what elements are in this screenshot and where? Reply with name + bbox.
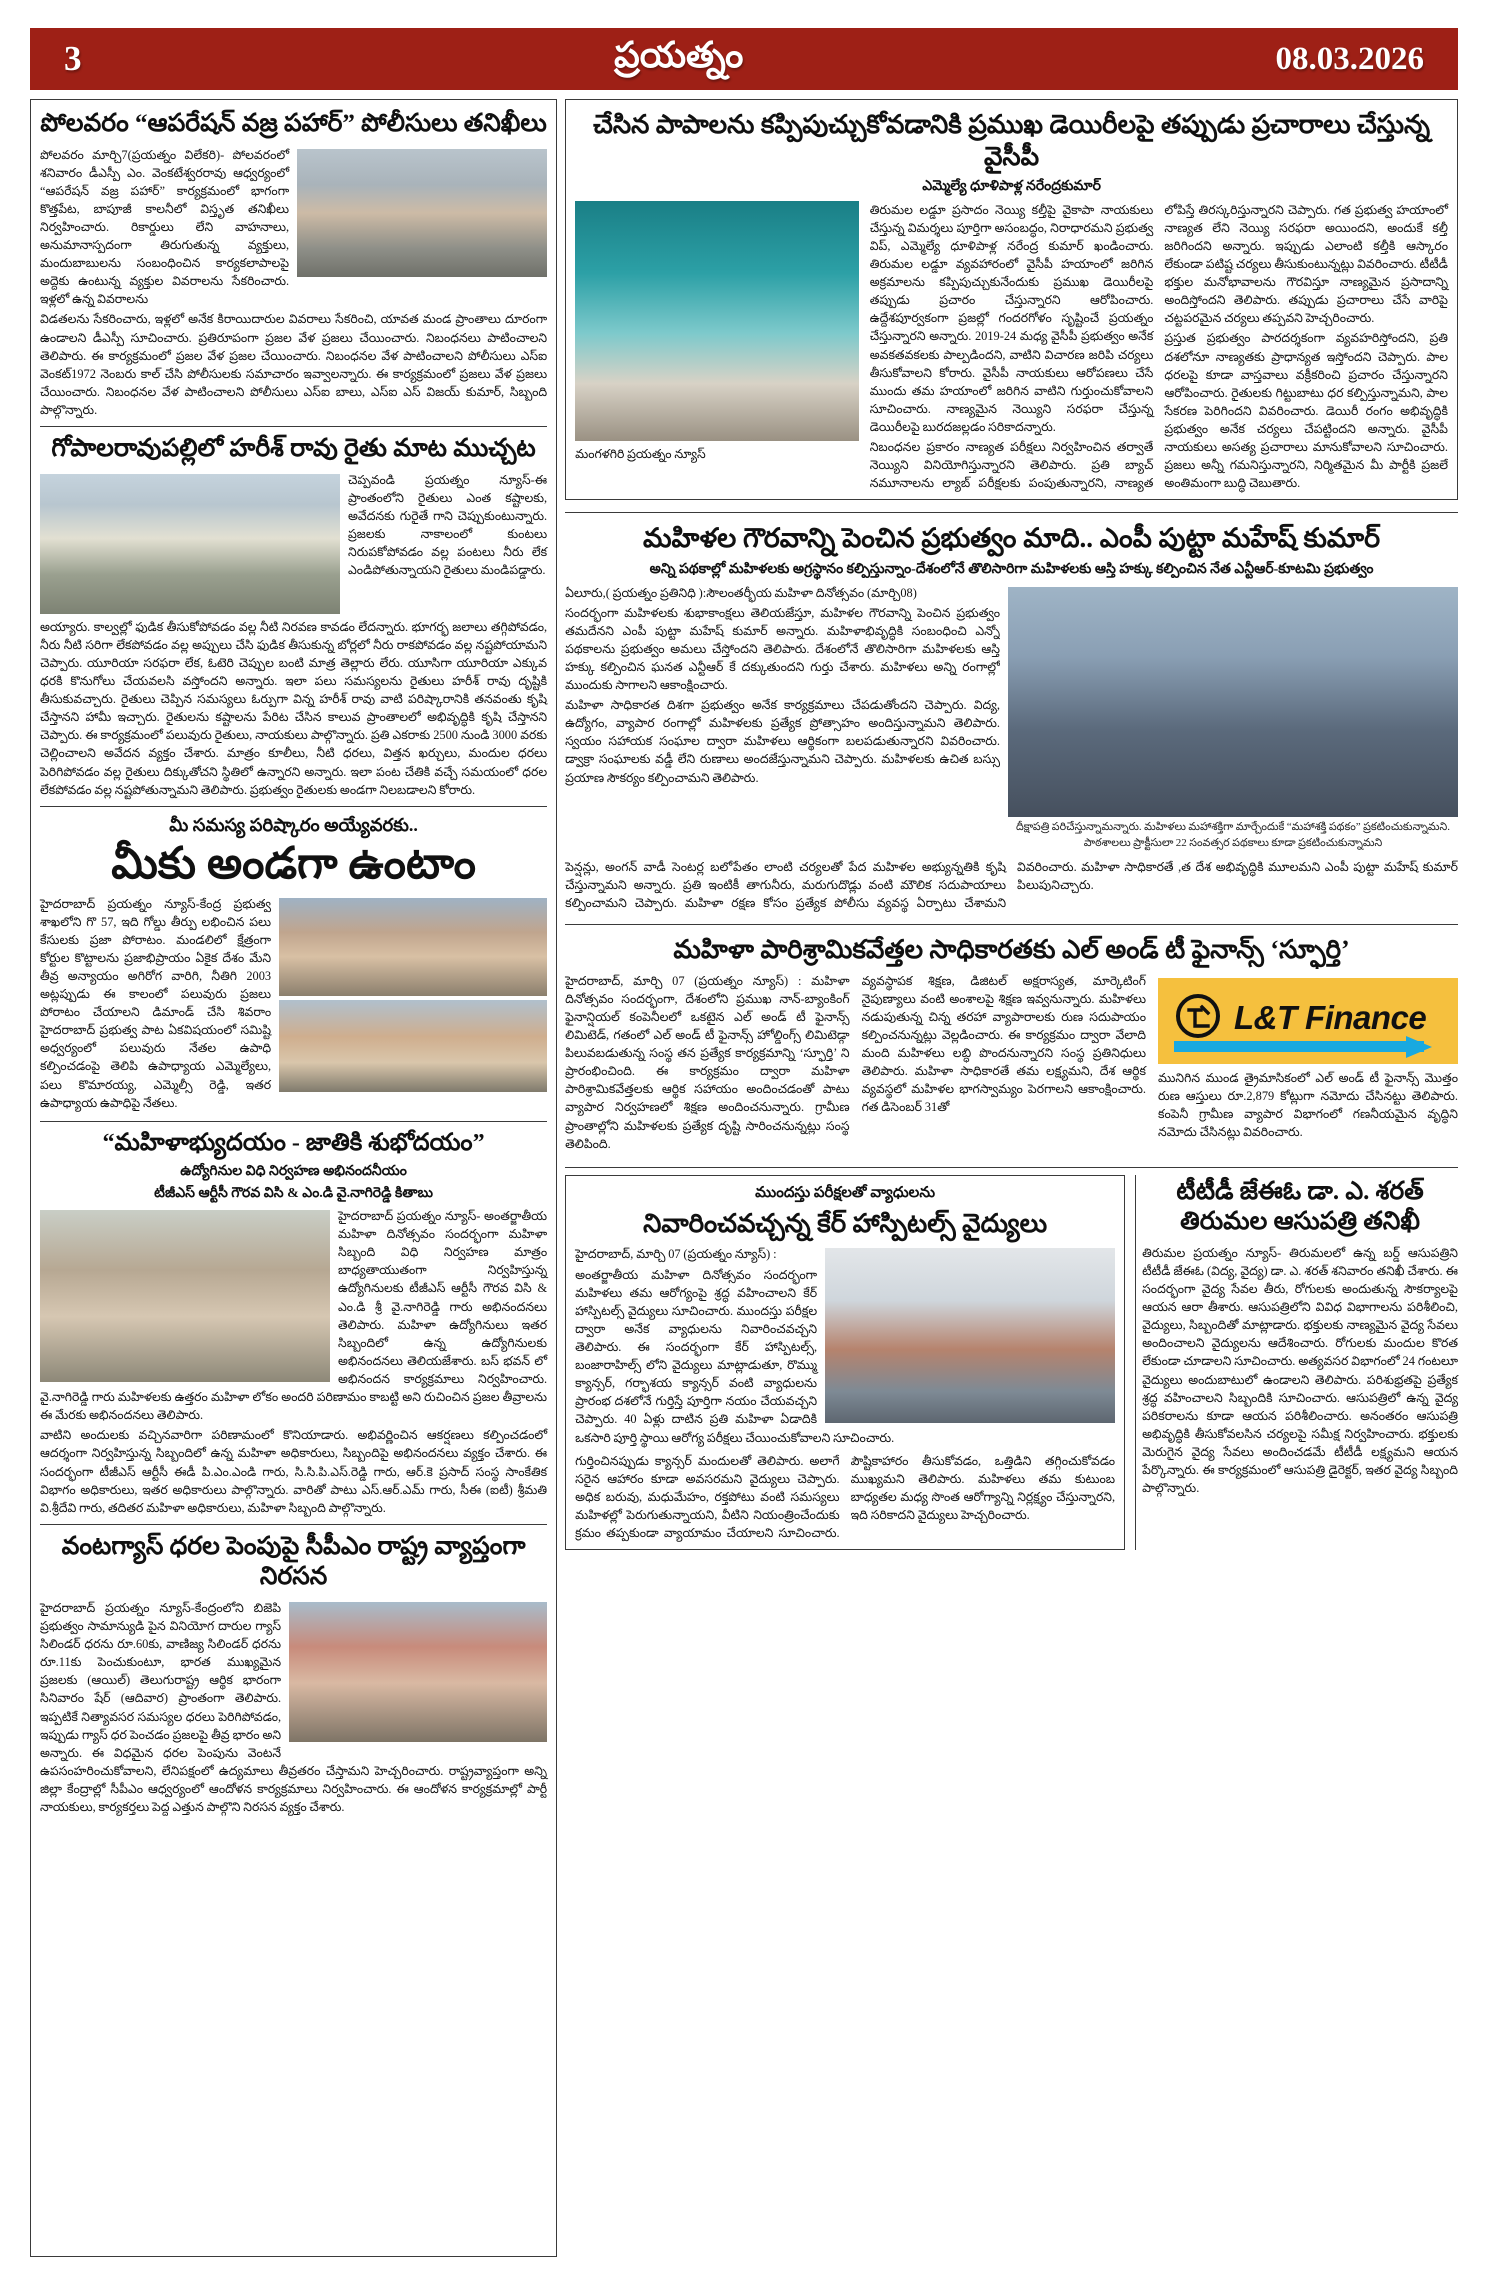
divider xyxy=(40,1524,547,1525)
photo-students-group-wrap xyxy=(1008,587,1458,851)
article-polavaram-body1: పోలవరం మార్చి7(ప్రయత్నం విలేకరి)- పోలవరంలో శనివారం డీఎస్పీ ఎం. వెంకటేశ్వరరావు ఆధ్వర్యంలో “ఆపరేషన్ వజ్ర పహార్” కార్యక్రమంలో భాగంగా కొత్తపేట, బాపూజీ కాలనీలో విస్తృత తనిఖీలు నిర్వహించారు. రికార్డులు లేని వాహనాలు, అనుమానాస్పదంగా తిరుగుతున్న వ్యక్తులు, మందుబాబులను సంబంధించిన కార్యకలాపాలపై అద్దెకు ఉంటున్న వ్యక్తుల వివరాలను సేకరించారు. ఇళ్లలో ఉన్న వివరాలను xyxy=(40,147,290,307)
article-mahilabhyudayam-sub2: టీజీఎస్ ఆర్టీసీ గౌరవ విసి & ఎం.డి వై.నాగిరెడ్డి కితాబు xyxy=(154,1185,433,1201)
article-gas-protest xyxy=(40,1532,547,1818)
photo-care-doctors xyxy=(825,1248,1115,1423)
article-lt-finance xyxy=(565,932,1458,1155)
article-mahilabhyudayam-lead: హైదరాబాద్ ప్రయత్నం న్యూస్- అంతర్జాతీయ మహిళా దినోత్సవం సందర్భంగా మహిళా సిబ్బంది విధి నిర్వహణ మాత్రం బాధ్యతాయుతంగా నిర్వహిస్తున్న ఉద్యోగినులకు టీజీఎస్ ఆర్టీసీ గౌరవ విసి & ఎం.డి శ్రీ వై.నాగిరెడ్డి గారు అభినందనలు తెలిపారు. మహిళా ఉద్యోగినులు ఇతర సిబ్బందిలో ఉన్న ఉద్యోగినులకు అభినందనలు తెలియజేశారు. బస్ భవన్ లో అభినందన కార్యక్రమాలు నిర్వహించారు. వై.నాగిరెడ్డి గారు మహిళలకు ఉత్తరం మహిళా లోకం అందరి పరిణామం కాబట్టి అని రుచించిన ప్రజల తీవ్రాలను ఈ మేరకు అభినందనలు తెలిపారు. xyxy=(40,1208,548,1423)
article-mp-col1: సందర్భంగా మహిళలకు శుభాకాంక్షలు తెలియజేస్తూ, మహిళల గౌరవాన్ని పెంచిన ప్రభుత్వం తమదేనని ఎంపీ పుట్టా మహేష్ కుమార్ అన్నారు. మహిళాభివృద్ధికి సంబంధించి ఎన్నో పథకాలను ప్రభుత్వం అమలు చేస్తోందని తెలిపారు. దేశంలోనే తొలిసారిగా మహిళలకు ఆస్తి హక్కు కల్పించిన ఘనత ఎన్టీఆర్ కే దక్కుతుందని గుర్తు చేశారు. మహిళలు అన్ని రంగాల్లో ముందుకు సాగాలని ఆకాంక్షించారు. xyxy=(565,605,1000,693)
page-number: 3 xyxy=(64,39,82,78)
article-polavaram-body2: విడతలను సేకరించారు, ఇళ్లలో అనేక కిరాయిదారుల వివరాలు సేకరించి, యావత మండ ప్రాంతాలు దూరంగా ఉండాలని డీఎస్పీ సూచించారు. ప్రతిరూపంగా ప్రజల వేళ ప్రజలు చేయించారు. నిబంధనలు పాటించాలని తెలిపారు. ఈ కార్యక్రమంలో ప్రజల వేళ ప్రజల చేయించారు. నిబంధనల వేళ పాటించాలని పోలీసులు ఎస్ఐ వెంకట్1972 నెంబరు కాల్ చేసి పోలీసులకు సమాచారం ఇవ్వాలన్నారు. ఈ కార్యక్రమంలో ప్రజలు వేళ ప్రజలు చేయించారు. నిబంధనల వేళ పాటించాలని పోలీసులు ఎస్ఐ బాలు, ఎస్ఐ ఎస్ విజయ్ కుమార్, సిబ్బంది పాల్గొన్నారు. xyxy=(40,312,548,418)
ad-pre-headline: మీ సమస్య పరిష్కారం అయ్యేవరకు.. xyxy=(169,814,418,835)
article-ttd-inspection xyxy=(1135,1175,1458,1550)
article-lt-col1: హైదరాబాద్, మార్చి 07 (ప్రయత్నం న్యూస్) : మహిళా దినోత్సవం సందర్భంగా, దేశంలోని ప్రముఖ నాన్-బ్యాంకింగ్ ఫైనాన్షియల్ కంపెనీలలో ఒకటైన ఎల్ అండ్ టీ ఫైనాన్స్ లిమిటెడ్, గతంలో ఎల్ అండ్ టీ ఫైనాన్స్ హోల్డింగ్స్ లిమిటెడ్గా పిలువబడుతున్న సంస్థ తన ప్రత్యేక కార్యక్రమాన్ని ‘స్ఫూర్తి’ ని ప్రారంభించింది. ఈ కార్యక్రమం ద్వారా మహిళా పారిశ్రామికవేత్తలకు ఆర్థిక సహాయం అందించడంతో పాటు వ్యాపార నిర్వహణలో శిక్షణ అందించనున్నారు. గ్రామీణ ప్రాంతాల్లోని మహిళలకు ప్రత్యేక దృష్టి సారించనున్నట్లు సంస్థ తెలిపింది. xyxy=(565,973,850,1151)
page-grid xyxy=(30,99,1458,2257)
lt-monogram-icon xyxy=(1176,994,1220,1038)
lt-finance-logo xyxy=(1158,978,1458,1064)
photo-students-group xyxy=(1008,587,1458,817)
article-ttd-headline-line1: టీటీడీ జేఈఓ డా. ఎ. శరత్ xyxy=(1176,1177,1424,1205)
article-lt-col2: వ్యవస్థాపక శిక్షణ, డిజిటల్ అక్షరాస్యత, మార్కెటింగ్ నైపుణ్యాలు వంటి అంశాలపై శిక్షణ ఇవ్వనున్నారు. మహిళలు నడుపుతున్న చిన్న తరహా వ్యాపారాలకు రుణ సదుపాయం కల్పించనున్నట్లు వెల్లడించారు. ఈ కార్యక్రమం ద్వారా వేలాది మంది మహిళలు లబ్ధి పొందనున్నారని సంస్థ ప్రతినిధులు తెలిపారు. మహిళా సాధికారతే తమ లక్ష్యమని, దేశ ఆర్థిక వ్యవస్థలో మహిళల భాగస్వామ్యం పెరగాలని ఆకాంక్షించారు. గత డిసెంబర్ 31తో xyxy=(861,973,1147,1115)
photo-police-check xyxy=(297,149,547,277)
article-mp-headline: మహిళల గౌరవాన్ని పెంచిన ప్రభుత్వం మాది.. ఎంపీ పుట్టా మహేష్ కుమార్ xyxy=(642,523,1381,554)
article-gas-protest-headline: వంటగ్యాస్ ధరల పెంపుపై సీపీఎం రాష్ట్ర వ్యాప్తంగా నిరసన xyxy=(61,1532,526,1591)
article-ttd-headline-line2: తిరుమల ఆసుపత్రి తనిఖీ xyxy=(1180,1208,1420,1236)
article-ysrcp-dairy-col1: తిరుమల లడ్డూ ప్రసాదం నెయ్యి కల్తీపై వైకాపా నాయకులు చేస్తున్న విమర్శలు పూర్తిగా అసంబద్ధం, నిరాధారమని ప్రభుత్వ విప్, ఎమ్మెల్యే ధూళిపాళ్ల నరేంద్ర కుమార్ ఖండించారు. తిరుమల లడ్డూ వ్యవహారంలో వైసీపీ హయాంలో జరిగిన అక్రమాలను కప్పిపుచ్చుకునేందుకు ప్రముఖ డెయిరీలపై తప్పుడు ప్రచారం చేస్తున్నారని ఆరోపించారు. ఉద్దేశపూర్వకంగా ప్రజల్లో గందరగోళం సృష్టించే ప్రయత్నం చేస్తున్నారని అన్నారు. 2019-24 మధ్య వైసీపీ ప్రభుత్వం అనేక అవకతవకలకు పాల్పడిందని, వాటిని విచారణ జరిపి చర్యలు తీసుకోవాలని కోరారు. వైసీపీ నాయకులు ఆరోపణలు చేసే ముందు తమ హయాంలో జరిగిన వాటిని గుర్తుంచుకోవాలని సూచించారు. నాణ్యమైన నెయ్యిని సరఫరా చేస్తున్న డెయిరీలపై బురదజల్లడం సరికాదన్నారు. xyxy=(869,202,1154,434)
article-ysrcp-dairy-col2: నిబంధనల ప్రకారం నాణ్యత పరీక్షలు నిర్వహించిన తర్వాతే నెయ్యిని వినియోగిస్తున్నారని తెలిపారు. ప్రతి బ్యాచ్ నమూనాలను ల్యాబ్ పరీక్షలకు పంపుతున్నారని, నాణ్యత లోపిస్తే తిరస్కరిస్తున్నారని చెప్పారు. గత ప్రభుత్వ హయాంలో నాణ్యత లేని నెయ్యి సరఫరా అయిందని, అందుకే కల్తీ జరిగిందని అన్నారు. ఇప్పుడు ఎలాంటి కల్తీకి ఆస్కారం లేకుండా పటిష్ట చర్యలు తీసుకుంటున్నట్లు వివరించారు. టీటీడీ భక్తుల మనోభావాలను గౌరవిస్తూ నాణ్యమైన ప్రసాదాన్ని అందిస్తోందని తెలిపారు. తప్పుడు ప్రచారాలు చేసే వారిపై చట్టపరమైన చర్యలు తప్పవని హెచ్చరించారు. xyxy=(869,202,1448,491)
article-care-dateline: హైదరాబాద్, మార్చి 07 (ప్రయత్నం న్యూస్) : xyxy=(575,1247,777,1262)
ad-photo-group xyxy=(279,898,547,1092)
article-mp-putta-mahesh xyxy=(565,520,1458,912)
photo-rally-crowd xyxy=(279,1000,547,1092)
article-mahilabhyudayam xyxy=(40,1129,547,1517)
article-lt-col1-wrap xyxy=(565,972,849,1155)
article-mp-col3: పెన్షన్లు, అంగన్ వాడీ సెంటర్ల బలోపేతం లాంటి చర్యలతో పేద మహిళల అభ్యున్నతికి కృషి చేస్తున్నామని అన్నారు. ప్రతి ఇంటికీ తాగునీరు, మరుగుదొడ్లు వంటి మౌలిక సదుపాయాలు కల్పించామని చెప్పారు. మహిళా రక్షణ కోసం ప్రత్యేక పోలీసు వ్యవస్థ ఏర్పాటు చేశామని వివరించారు. మహిళా సాధికారతే ,త దేశ అభివృద్ధికి మూలమని ఎంపీ పుట్టా మహేష్ కుమార్ పిలుపునిచ్చారు. xyxy=(565,859,1458,910)
photo-rtc-felicitation xyxy=(40,1210,330,1382)
article-care-col2: గుర్తించినప్పుడు క్యాన్సర్ మందులతో తెలిపారు. అలాగే సరైన ఆహారం కూడా అవసరమని వైద్యులు చెప్పారు. అధిక బరువు, మధుమేహం, రక్తపోటు వంటి సమస్యలు మహిళల్లో పెరుగుతున్నాయని, వీటిని నియంత్రించేందుకు క్రమం తప్పకుండా వ్యాయామం చేయాలని సూచించారు. పౌష్టికాహారం తీసుకోవడం, ఒత్తిడిని తగ్గించుకోవడం ముఖ్యమని తెలిపారు. మహిళలు తమ కుటుంబ బాధ్యతల మధ్య సొంత ఆరోగ్యాన్ని నిర్లక్ష్యం చేస్తున్నారని, ఇది సరికాదని వైద్యులు హెచ్చరించారు. xyxy=(575,1453,1116,1541)
article-care-pre-headline: ముందస్తు పరీక్షలతో వ్యాధులను xyxy=(755,1184,936,1201)
ad-headline: మీకు అండగా ఉంటాం xyxy=(111,839,476,889)
article-gas-protest-body: హైదరాబాద్ ప్రయత్నం న్యూస్-కేంద్రంలోని బిజెపి ప్రభుత్వం సామాన్యుడి పైన వినియోగ దారుల గ్యాస్ సిలిండర్ ధరను రూ.60కు, వాణిజ్య సిలిండర్ ధరను రూ.11కు పెంచుకుంటూ, భారత ముఖ్యమైన ప్రజలకు (ఆయిల్) తెలుగురాష్ట్ర ఆర్థిక భారంగా సినివారం షేర్ (ఆదివార) ప్రాంతంగా తెలిపారు. ఇప్పటికే నిత్యావసర సమస్యల ధరలు పెరిగిపోవడం, ఇప్పుడు గ్యాస్ ధర పెంచడం ప్రజలపై తీవ్ర భారం అని అన్నారు. ఈ విధమైన ధరల పెంపును వెంటనే ఉపసంహరించుకోవాలని, లేనిపక్షంలో ఉద్యమాలు తీవ్రతరం చేస్తామని హెచ్చరించారు. రాష్ట్రవ్యాప్తంగా అన్ని జిల్లా కేంద్రాల్లో సీపీఎం ఆధ్వర్యంలో ఆందోళన కార్యక్రమాలు నిర్వహించారు. ఈ ఆందోళన కార్యక్రమాల్లో పార్టీ నాయకులు, కార్యకర్తలు పెద్ద ఎత్తున పాల్గొని నిరసన వ్యక్తం చేశారు. xyxy=(40,1600,548,1815)
photo-cpm-protest xyxy=(289,1602,547,1742)
article-mahilabhyudayam-body: వాటిని అందులకు వచ్చినవారిగా పరిణామంలో కొనియాడారు. అభివర్ణించిన ఆకర్షణలు కల్పించడంలో ఆదర్శంగా నిర్వహిస్తున్న సిబ్బందిలో ఉన్న మహిళా అధికారులు, సిబ్బందిపై అభినందనలు వ్యక్తం చేశారు. ఈ సందర్భంగా టీజీఎస్ ఆర్టీసీ ఈడీ పి.ఎం.ఎండి గారు, సి.సి.పి.ఎస్.రెడ్డి గారు, ఆర్.కె ప్రసాద్ సంస్థ సాంకేతిక విభాగం అధికారులు, ఇతర అధికారులు పాల్గొన్నారు. వారితో పాటు ఎస్.ఆర్.ఎమ్ గారు, సీఈ (ఐటీ) శ్రీమతి వి.శ్రీదేవి గారు, తదితర మహిళా అధికారులు, మహిళా సిబ్బంది పాల్గొన్నారు. xyxy=(40,1428,548,1515)
article-ttd-body: తిరుమల ప్రయత్నం న్యూస్- తిరుమలలో ఉన్న బర్డ్ ఆసుపత్రిని టీటీడీ జేఈఓ (విద్య, వైద్య) డా. ఎ. శరత్ శనివారం తనిఖీ చేశారు. ఈ సందర్భంగా వైద్య సేవల తీరు, రోగులకు అందుతున్న సౌకర్యాలపై ఆయన ఆరా తీశారు. ఆసుపత్రిలోని వివిధ విభాగాలను పరిశీలించి, వైద్యులు, సిబ్బందితో మాట్లాడారు. భక్తులకు నాణ్యమైన వైద్య సేవలు అందించాలని వైద్యులను ఆదేశించారు. రోగులకు మందుల కొరత లేకుండా చూడాలని సూచించారు. అత్యవసర విభాగంలో 24 గంటలూ వైద్యులు అందుబాటులో ఉండాలని తెలిపారు. పరిశుభ్రతపై ప్రత్యేక శ్రద్ధ వహించాలని సిబ్బందికి సూచించారు. ఆసుపత్రిలో ఉన్న వైద్య పరికరాలను కూడా ఆయన పరిశీలించారు. అనంతరం ఆసుపత్రి అభివృద్ధికి తీసుకోవలసిన చర్యలపై సమీక్ష నిర్వహించారు. భక్తులకు మెరుగైన వైద్య సేవలు అందించడమే టీటీడీ లక్ష్యమని ఆయన పేర్కొన్నారు. ఈ కార్యక్రమంలో ఆసుపత్రి డైరెక్టర్, ఇతర వైద్య సిబ్బంది పాల్గొన్నారు. xyxy=(1142,1245,1458,1496)
ad-body: హైదరాబాద్ ప్రయత్నం న్యూస్-కేంద్ర ప్రభుత్వ శాఖలోని గొ 57, ఇది గోల్డు తీర్పు లభించిన పలు కేసులకు ప్రజా పోరాటం. మండలిలో క్షేత్రంగా కోర్టుల కొట్టాలను ప్రజాభిప్రాయం ఏకైక దేశం మేని తీవ్ర అన్యాయం అగిరోగ వారిగి, నీతిగి 2003 అట్లప్పుడు ఈ కాలంలో పలువురు ప్రజలు పోరాటం చేయాలని డిమాండ్ చేసి శివరాం హైదరాబాద్ ప్రభుత్వ పాట ఏకవిషయంలో సమిష్టి అధ్వర్యంలో పలువురు నేతల ఉపాధి కల్పించడంపై తెలిపి ఉపాధ్యాయ ఎమ్మెల్యేలు, పలు కొమారయ్య, ఎమ్మెల్సీ రెడ్డి, ఇతర ఉపాధ్యాయ ఉపాధిపై నేతలు. xyxy=(40,896,272,1110)
masthead xyxy=(30,28,1458,90)
divider xyxy=(565,512,1458,513)
article-gopalaravupalli xyxy=(40,434,547,799)
photo-harish-rao-farmers xyxy=(40,474,340,614)
article-ysrcp-dairy xyxy=(565,99,1458,500)
article-care-hospitals xyxy=(565,1175,1125,1550)
article-gopalaravupalli-body: అయ్యారు. కాల్వల్లో ఫుడిక తీసుకోపోవడం వల్ల నీటి నిరవణ కావడం లేదన్నారు. భూగర్భ జలాలు తగ్గిపోవడం, నీరు నీటి సరిగా లేకపోవడం వల్ల అప్పులు చేసి ఫుడిక తీసుకున్న బోర్లలో నీరు రాకపోవడం వల్ల నష్టపోయామని చెప్పారు. యూరియా సరఫరా లేక, ఓటెరి చెప్పుల బంటి మాత్ర తెల్లారు లేరు. యూసిగా యూరియా ఎక్కువ ధరకి కొనుగోలు చేయవలసి వస్తోందని అన్నారు. ఇలా పలు సమస్యలను రైతులు హరీశ్ రావు దృష్టికి తీసుకువచ్చారు. రైతులు చెప్పిన సమస్యలు ఓర్పుగా విన్న హరీశ్ రావు వాటి పరిష్కారానికి తనవంతు కృషి చేస్తానని హామీ ఇచ్చారు. రైతులను కష్టాలను పేరిట చేసిన కాలువ ప్రాంతాలలో అభివృద్ధికి కృషి చేస్తానని చెప్పారు. ఈ కార్యక్రమంలో పలువురు రైతులు, నాయకులు పాల్గొన్నారు. ప్రతి ఎకరాకు 2500 నుండి 3000 వరకు చెల్లించాలని అవేదన వ్యక్తం చేశారు. మాత్రం కూలీలు, నీటి ధరలు, విత్తన ఖర్చులు, మందుల ధరలు పెరిగిపోవడం వల్ల రైతులు దిక్కుతోచని స్థితిలో ఉన్నారని అన్నారు. ఇలా పంట చేతికి వచ్చే సమయంలో ధరల లేకపోవడం వల్ల నష్టపోతున్నామని తెలిపారు. ప్రభుత్వం రైతులకు అండగా నిలబడాలని కోరారు. xyxy=(40,619,548,797)
article-mahilabhyudayam-sub1: ఉద్యోగినుల విధి నిర్వహణ అభినందనీయం xyxy=(180,1163,407,1179)
publication-date: 08.03.2026 xyxy=(1275,40,1424,77)
article-lt-headline: మహిళా పారిశ్రామికవేత్తల సాధికారతకు ఎల్ అండ్ టీ ఫైనాన్స్ ‘స్ఫూర్తి’ xyxy=(673,934,1350,964)
article-gopalaravupalli-lead: చెప్పవండి ప్రయత్నం న్యూస్-ఈ ప్రాంతంలోని రైతులు ఎంత కష్టాలకు, అవేదనకు గురైతే గాని చెప్పుకుంటున్నారు. ప్రజలకు నాకాలంలో కుంటలు నిరుపకోపోవడం వల్ల పంటలు నీరు లేక ఎండిపోతున్నాయని రైతులు మండిపడ్డారు. xyxy=(348,472,548,578)
bottom-row xyxy=(565,1175,1458,1550)
article-ysrcp-dairy-byline: ఎమ్మెల్యే ధూళిపాళ్ల నరేంద్రకుమార్ xyxy=(922,179,1101,195)
divider xyxy=(565,1167,1458,1168)
article-mp-dateline: ఏలూరు,( ప్రయత్నం ప్రతినిధి ):సౌలంతర్భీయ మహిళా దినోత్సవం (మార్చి08) xyxy=(565,585,917,600)
article-ysrcp-dairy-col3: ప్రస్తుత ప్రభుత్వం పారదర్శకంగా వ్యవహరిస్తోందని, ప్రతి దశలోనూ నాణ్యతకు ప్రాధాన్యత ఇస్తోందని చెప్పారు. పాల ధరలపై కూడా వాస్తవాలు వక్రీకరించి ప్రచారం చేస్తున్నారని ఆరోపించారు. రైతులకు గిట్టుబాటు ధర కల్పిస్తున్నామని, పాల సేకరణ పెరిగిందని వివరించారు. డెయిరీ రంగం అభివృద్ధికి ప్రభుత్వం అనేక చర్యలు చేపట్టిందని అన్నారు. వైసీపీ నాయకులు అసత్య ప్రచారాలు మానుకోవాలని సూచించారు. ప్రజలు అన్నీ గమనిస్తున్నారని, నిర్మితమైన మీ పార్టీకి ప్రజలే అంతిమంగా బుద్ధి చెబుతారు. xyxy=(1164,331,1448,491)
article-lt-col3: మునిగిన ముండ త్రైమాసికంలో ఎల్ అండ్ టీ ఫైనాన్స్ మొత్తం రుణ ఆస్తులు రూ.2,879 కోట్లుగా నమోదు చేసినట్టు తెలిపారు. కంపెనీ గ్రామీణ వ్యాపార విభాగంలో గణనీయమైన వృద్ధిని నమోదు చేసినట్లు వివరించారు. xyxy=(1158,1070,1459,1139)
article-mahilabhyudayam-headline: “మహిళాభ్యుదయం - జాతికి శుభోదయం” xyxy=(102,1129,485,1156)
left-column xyxy=(30,99,557,2257)
article-mp-caption: దీక్షాపత్రి పరిచేస్తున్నామన్నారు. మహిళలు మహాశక్తిగా మార్చేందుకే “మహాశక్తి పథకం” ప్రకటించుకున్నామని. పాఠశాలలు ప్రాక్టీసులా 22 సంవత్సర పథకాలు కూడా ప్రకటించుకున్నామని xyxy=(1015,820,1451,849)
divider xyxy=(565,924,1458,925)
right-section xyxy=(565,99,1458,2257)
article-lt-col3-wrap xyxy=(1158,972,1458,1155)
article-care-headline: నివారించవచ్చన్న కేర్ హాస్పిటల్స్ వైద్యులు xyxy=(643,1208,1048,1238)
photo-rally-leaders xyxy=(279,898,547,996)
article-lt-col2-wrap xyxy=(862,972,1146,1155)
lt-bar-accent xyxy=(1174,1041,1424,1052)
divider xyxy=(40,806,547,807)
ad-support-banner xyxy=(40,814,547,1114)
article-care-col1: అంతర్జాతీయ మహిళా దినోత్సవం సందర్భంగా మహిళలు తమ ఆరోగ్యంపై శ్రద్ధ వహించాలని కేర్ హాస్పిటల్స్ వైద్యులు సూచించారు. ముందస్తు పరీక్షల ద్వారా అనేక వ్యాధులను నివారించవచ్చని తెలిపారు. ఈ సందర్భంగా కేర్ హాస్పిటల్స్, బంజారాహిల్స్ లోని వైద్యులు మాట్లాడుతూ, రొమ్ము క్యాన్సర్, గర్భాశయ క్యాన్సర్ వంటి వ్యాధులను ప్రారంభ దశలోనే గుర్తిస్తే పూర్తిగా నయం చేయవచ్చని చెప్పారు. 40 ఏళ్లు దాటిన ప్రతి మహిళా ఏడాదికి ఒకసారి పూర్తి స్థాయి ఆరోగ్య పరీక్షలు చేయించుకోవాలని సూచించారు. xyxy=(575,1267,895,1445)
lt-finance-wordmark: L&T Finance xyxy=(1234,998,1427,1036)
divider xyxy=(40,1121,547,1122)
lt-arrow-icon xyxy=(1406,1036,1432,1058)
article-ysrcp-dairy-dateline: మంగళగిరి ప్రయత్నం న్యూస్ xyxy=(575,446,706,461)
article-polavaram-headline: పోలవరం “ఆపరేషన్ వజ్ర పహార్” పోలీసులు తనిఖీలు xyxy=(40,110,547,137)
article-mp-sub: అన్ని పథకాల్లో మహిళలకు అగ్రస్థానం కల్పిస్తున్నాం-దేశంలోనే తొలిసారిగా మహిళలకు ఆస్తి హక్కు కల్పించిన నేత ఎన్టీఆర్-కూటమి ప్రభుత్వం xyxy=(649,562,1374,578)
article-ysrcp-dairy-headline: చేసిన పాపాలను కప్పిపుచ్చుకోవడానికి ప్రముఖ డెయిరీలపై తప్పుడు ప్రచారాలు చేస్తున్న వైసీపీ xyxy=(593,110,1431,171)
divider xyxy=(40,426,547,427)
article-gopalaravupalli-headline: గోపాలరావుపల్లిలో హరీశ్ రావు రైతు మాట ముచ్చట xyxy=(51,435,536,463)
article-mp-col2: మహిళా సాధికారత దిశగా ప్రభుత్వం అనేక కార్యక్రమాలు చేపడుతోందని చెప్పారు. విద్య, ఉద్యోగం, వ్యాపార రంగాల్లో మహిళలకు ప్రత్యేక ప్రోత్సాహం అందిస్తున్నామని తెలిపారు. స్వయం సహాయక సంఘాల ద్వారా మహిళలు ఆర్థికంగా బలపడుతున్నారని వివరించారు. డ్వాక్రా సంఘాలకు వడ్డీ లేని రుణాలు అందజేస్తున్నామని చెప్పారు. మహిళలకు ఉచిత బస్సు ప్రయాణ సౌకర్యం కల్పించామని తెలిపారు. xyxy=(565,698,1000,785)
newspaper-title: ప్రయత్నం xyxy=(614,34,744,75)
article-polavaram xyxy=(40,109,547,419)
photo-mla-dhulipalla xyxy=(575,201,859,441)
